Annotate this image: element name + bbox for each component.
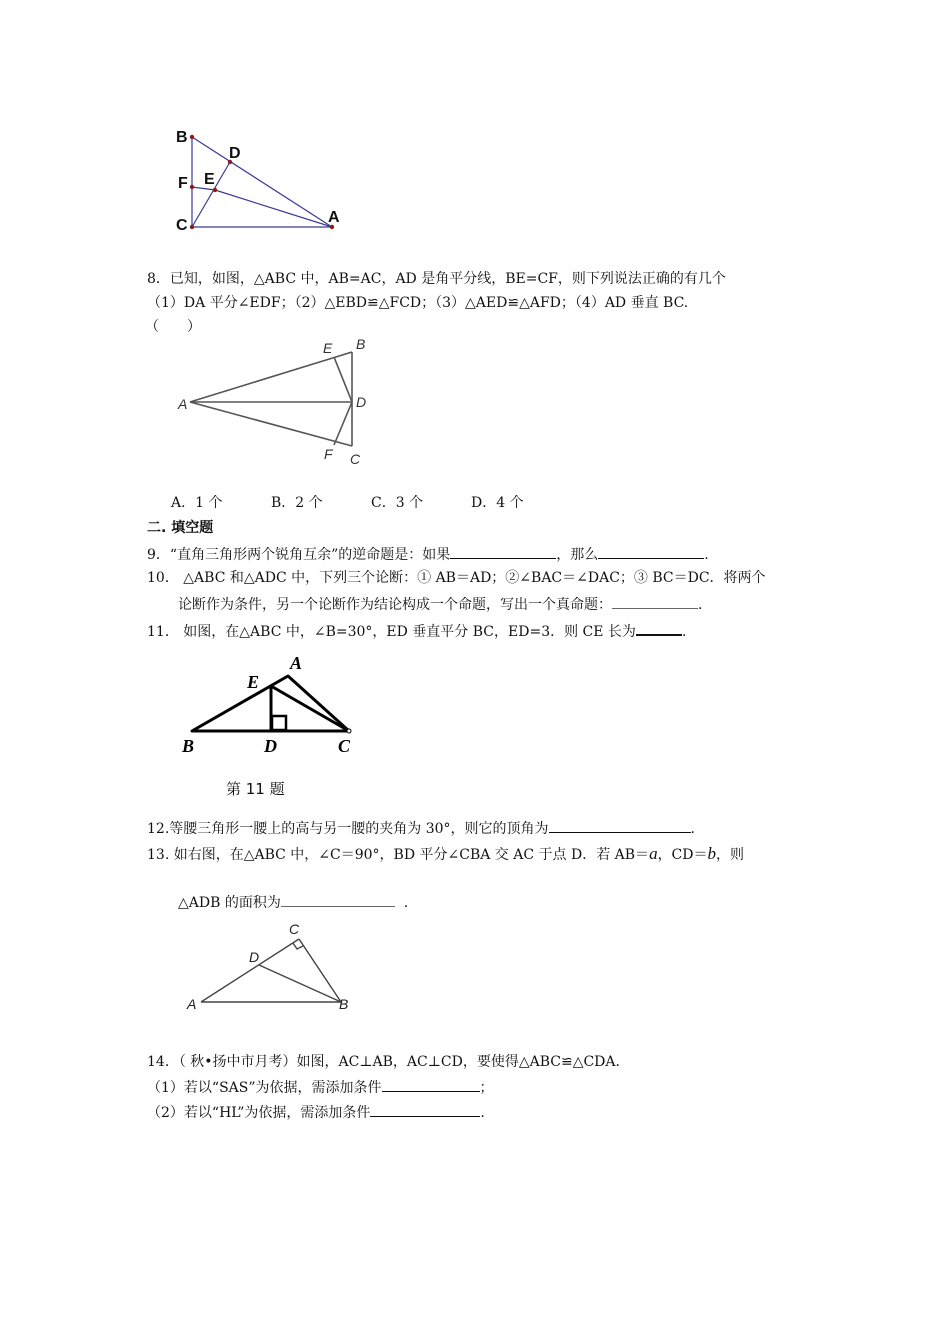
q14-line1: 14．（ 秋•扬中市月考）如图，AC⊥AB，AC⊥CD，要使得△ABC≌△CDA． (147, 1054, 630, 1070)
q10-line1: 10． △ABC 和△ADC 中，下列三个论断：① AB＝AD；②∠BAC＝∠DAC；③ BC＝DC．将两个 (147, 570, 766, 586)
q14-sub1-text: （1）若以“SAS”为依据，需添加条件 (147, 1080, 382, 1096)
q8-label-A: A (178, 396, 188, 412)
q13-label-B: B (339, 996, 349, 1012)
q8-label-F: F (324, 446, 333, 462)
q9-end: . (704, 547, 709, 563)
q11-label-D: D (264, 736, 277, 756)
q14-sub1 (147, 1077, 494, 1097)
q11-end: . (681, 624, 687, 640)
q8-label-B: B (356, 336, 366, 352)
q8-option-c: C．3 个 (371, 495, 424, 511)
q14-sub2-end: . (480, 1105, 485, 1121)
q14-sub2 (147, 1102, 485, 1122)
label-C: C (176, 217, 188, 234)
q11-label-E: E (247, 672, 260, 692)
q11-label-A: A (290, 653, 303, 673)
q10-end: . (698, 597, 703, 613)
label-D: D (229, 145, 241, 162)
label-F: F (178, 175, 188, 192)
q13-suffix: ，则 (716, 847, 744, 863)
q8-option-a: A．1 个 (171, 495, 223, 511)
q13-line2-text: △ADB 的面积为 (178, 895, 281, 911)
q13-label-C: C (289, 921, 300, 937)
q8-label-C: C (350, 451, 361, 467)
q14-blank-2[interactable] (370, 1102, 480, 1117)
q11-caption: 第 11 题 (226, 780, 285, 798)
q13-label-D: D (249, 949, 260, 965)
q9-prefix: 9．“直角三角形两个锐角互余”的逆命题是：如果 (147, 547, 451, 563)
q13-var-b: b (707, 844, 716, 863)
q13-var-a: a (649, 844, 658, 863)
label-E: E (204, 171, 215, 188)
q8-option-d: D．4 个 (471, 495, 524, 511)
q13-prefix: 13. 如右图，在△ABC 中，∠C＝90°，BD 平分∠CBA 交 AC 于点 D．若 AB＝ (147, 847, 650, 863)
q11-label-C: C (338, 736, 351, 756)
q12-text: 12.等腰三角形一腰上的高与另一腰的夹角为 30°，则它的顶角为 (147, 821, 549, 837)
q13-label-A: A (187, 996, 197, 1012)
q12-end: . (690, 821, 695, 837)
q11-label-B: B (182, 736, 195, 756)
q8-answer-paren: （ ） (145, 319, 201, 335)
q13-sep: ，CD＝ (657, 847, 708, 863)
q10-line2-text: 论断作为条件，另一个论断作为结论构成一个命题，写出一个真命题： (178, 597, 612, 613)
q8-line2: （1）DA 平分∠EDF；（2）△EBD≌△FCD；（3）△AED≌△AFD；（4）AD 垂直 BC. (147, 295, 689, 311)
q8-label-E: E (323, 340, 333, 356)
q8-label-D: D (356, 394, 367, 410)
label-B: B (176, 129, 188, 146)
q8-line1: 8．已知，如图，△ABC 中，AB=AC，AD 是角平分线，BE=CF，则下列说法正确的有几个 (147, 271, 726, 287)
q13-end: . (403, 895, 409, 911)
section-title-fill-blank: 二. 填空题 (147, 520, 214, 536)
q9-middle: ，那么 (556, 547, 599, 563)
q8-option-b: B．2 个 (271, 495, 323, 511)
q11-text: 11． 如图，在△ABC 中，∠B=30°，ED 垂直平分 BC，ED=3．则 CE 长为 (147, 624, 636, 640)
q14-sub1-end: ； (479, 1080, 494, 1096)
label-A: A (328, 209, 340, 226)
q14-sub2-text: （2）若以“HL”为依据，需添加条件 (147, 1105, 371, 1121)
q14-blank-1[interactable] (382, 1077, 480, 1092)
